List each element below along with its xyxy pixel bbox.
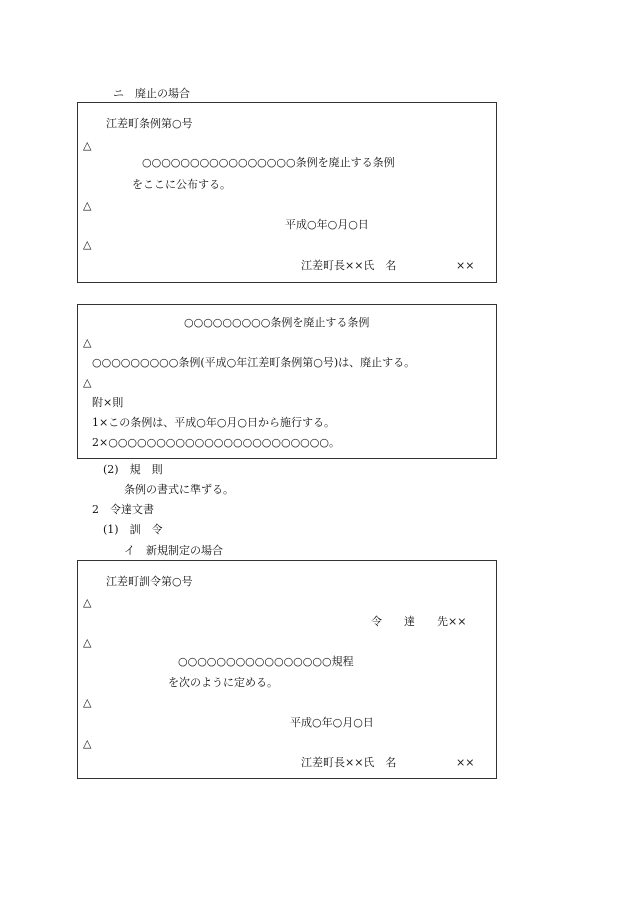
supplementary-item-1: 1×この条例は、平成○年○月○日から施行する。 — [92, 416, 336, 429]
space-marker: △ — [83, 636, 92, 649]
instruction-number: 江差町訓令第○号 — [106, 575, 193, 588]
directive-destination: 令 達 先×× — [371, 615, 467, 628]
instruction-signer-name: 江差町長××氏 名 — [301, 756, 397, 769]
space-marker: △ — [83, 238, 92, 251]
section-heading-ni: ニ 廃止の場合 — [113, 87, 190, 100]
new-enactment-heading: イ 新規制定の場合 — [124, 544, 223, 557]
directive-documents-heading: 2 令達文書 — [92, 503, 154, 516]
instruction-line-2: を次のように定める。 — [168, 676, 278, 689]
space-marker: △ — [83, 737, 92, 750]
instruction-date: 平成○年○月○日 — [290, 716, 374, 729]
instruction-signer-mark: ×× — [456, 756, 475, 769]
supplementary-item-2: 2×○○○○○○○○○○○○○○○○○○○○○○○。 — [92, 436, 340, 449]
rules-text: 条例の書式に準ずる。 — [124, 483, 234, 496]
repeal-ordinance-title: ○○○○○○○○○条例を廃止する条例 — [184, 316, 370, 329]
space-marker: △ — [83, 336, 92, 349]
space-marker: △ — [83, 596, 92, 609]
ordinance-number: 江差町条例第○号 — [106, 117, 193, 130]
signer-mark: ×× — [456, 259, 475, 272]
repeal-ordinance-body: ○○○○○○○○○条例(平成○年江差町条例第○号)は、廃止する。 — [92, 356, 416, 369]
space-marker: △ — [83, 696, 92, 709]
announcement-line-1: ○○○○○○○○○○○○○○○○条例を廃止する条例 — [142, 156, 395, 169]
space-marker: △ — [83, 139, 92, 152]
space-marker: △ — [83, 199, 92, 212]
space-marker: △ — [83, 376, 92, 389]
instruction-line-1: ○○○○○○○○○○○○○○○○規程 — [178, 655, 354, 668]
announcement-line-2: をここに公布する。 — [132, 178, 231, 191]
instruction-box — [77, 560, 497, 779]
instruction-heading: (1) 訓 令 — [103, 523, 163, 536]
supplementary-provisions-heading: 附×則 — [92, 396, 124, 409]
rules-heading: (2) 規 則 — [103, 463, 163, 476]
signer-name: 江差町長××氏 名 — [301, 259, 397, 272]
announcement-date: 平成○年○月○日 — [285, 218, 369, 231]
